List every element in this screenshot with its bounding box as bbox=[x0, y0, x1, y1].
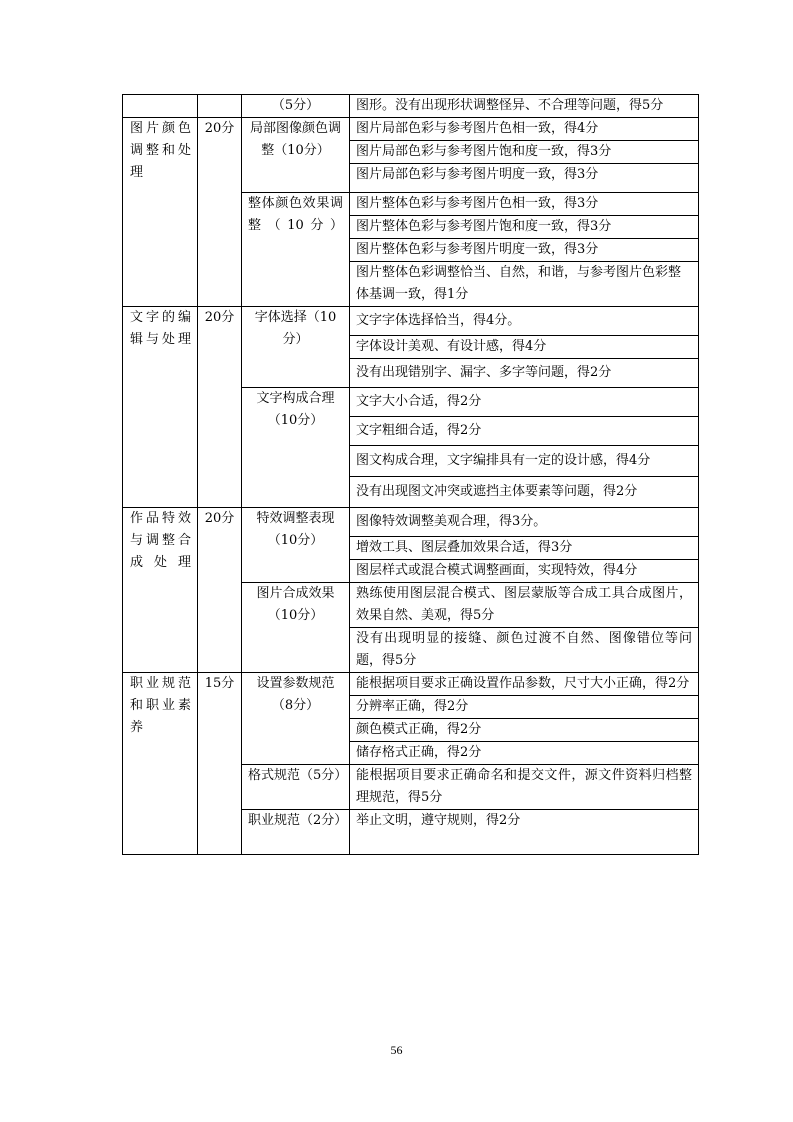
criterion-cell: 颜色模式正确，得2分 bbox=[350, 719, 699, 742]
sub-item-label: 图片合成效果（10分） bbox=[256, 586, 335, 623]
sub-item-label: 职业规范（2分） bbox=[248, 813, 348, 828]
table-row bbox=[123, 508, 699, 537]
criterion-cell: 字体设计美观、有设计感，得4分 bbox=[350, 336, 699, 359]
score-cell: 20分 bbox=[198, 307, 242, 508]
sub-item-label: 设置参数规范（8分） bbox=[256, 676, 335, 713]
sub-item-label: 特效调整表现（10分） bbox=[256, 511, 335, 548]
sub-item-cell bbox=[242, 118, 350, 193]
sub-item-cell bbox=[242, 193, 350, 307]
criterion-cell: 图文构成合理，文字编排具有一定的设计感，得4分 bbox=[350, 446, 699, 477]
sub-item-cell bbox=[242, 388, 350, 508]
sub-item-label: 字体选择（10分） bbox=[254, 310, 337, 347]
sub-item-cell bbox=[242, 307, 350, 388]
criterion-cell: 图片局部色彩与参考图片明度一致，得3分 bbox=[350, 164, 699, 193]
criterion-cell: 文字粗细合适，得2分 bbox=[350, 417, 699, 446]
criterion-cell: 增效工具、图层叠加效果合适，得3分 bbox=[350, 537, 699, 560]
criterion-cell: 图像特效调整美观合理，得3分。 bbox=[350, 508, 699, 537]
sub-item-label: 文字构成合理（10分） bbox=[256, 391, 335, 428]
category-cell: 作品特效与调整合成处理 bbox=[123, 508, 198, 673]
criterion-cell: 图片局部色彩与参考图片饱和度一致，得3分 bbox=[350, 141, 699, 164]
scoring-rubric-table bbox=[122, 94, 699, 855]
score-cell: 20分 bbox=[198, 118, 242, 307]
category-cell: 图片颜色调整和处理 bbox=[123, 118, 198, 307]
score-cell: 15分 bbox=[198, 673, 242, 855]
criterion-cell: 图片局部色彩与参考图片色相一致，得4分 bbox=[350, 118, 699, 141]
criterion-cell: 没有出现图文冲突或遮挡主体要素等问题，得2分 bbox=[350, 477, 699, 508]
criterion-cell: 图片整体色彩与参考图片色相一致，得3分 bbox=[350, 193, 699, 216]
table-row bbox=[123, 307, 699, 336]
sub-item-cell bbox=[242, 673, 350, 765]
sub-item-label: 整体颜色效果调整（10分） bbox=[248, 196, 343, 233]
criterion-cell: 图片整体色彩与参考图片饱和度一致，得3分 bbox=[350, 216, 699, 239]
criterion-cell: 没有出现错别字、漏字、多字等问题，得2分 bbox=[350, 359, 699, 388]
category-cell: 文字的编辑与处理 bbox=[123, 307, 198, 508]
criterion-cell: 图层样式或混合模式调整画面，实现特效，得4分 bbox=[350, 560, 699, 583]
category-cell: 职业规范和职业素养 bbox=[123, 673, 198, 855]
sub-item-cell bbox=[242, 765, 350, 810]
criterion-cell: 分辨率正确，得2分 bbox=[350, 696, 699, 719]
criterion-cell: 能根据项目要求正确命名和提交文件，源文件资料归档整理规范，得5分 bbox=[350, 765, 699, 810]
criterion-cell: 熟练使用图层混合模式、图层蒙版等合成工具合成图片，效果自然、美观，得5分 bbox=[350, 583, 699, 628]
category-cell bbox=[123, 95, 198, 118]
criterion-cell: 文字字体选择恰当，得4分。 bbox=[350, 307, 699, 336]
score-cell: 20分 bbox=[198, 508, 242, 673]
table-row bbox=[123, 95, 699, 118]
sub-item-label: 格式规范（5分） bbox=[248, 768, 348, 783]
sub-item-label: 局部图像颜色调整（10分） bbox=[249, 121, 341, 158]
criterion-cell: 举止文明，遵守规则，得2分 bbox=[350, 810, 699, 855]
sub-item-cell bbox=[242, 508, 350, 583]
criterion-cell: 图形。没有出现形状调整怪异、不合理等问题，得5分 bbox=[350, 95, 699, 118]
table-row bbox=[123, 673, 699, 696]
page-number: 56 bbox=[390, 1043, 403, 1057]
criterion-cell: 文字大小合适，得2分 bbox=[350, 388, 699, 417]
criterion-cell: 图片整体色彩调整恰当、自然，和谐，与参考图片色彩整体基调一致，得1分 bbox=[350, 262, 699, 307]
table-row bbox=[123, 118, 699, 141]
sub-item-cell: （5分） bbox=[242, 95, 350, 118]
sub-item-cell bbox=[242, 810, 350, 855]
criterion-cell: 图片整体色彩与参考图片明度一致，得3分 bbox=[350, 239, 699, 262]
criterion-cell: 没有出现明显的接缝、颜色过渡不自然、图像错位等问题，得5分 bbox=[350, 628, 699, 673]
sub-item-cell bbox=[242, 583, 350, 673]
score-cell bbox=[198, 95, 242, 118]
criterion-cell: 储存格式正确，得2分 bbox=[350, 742, 699, 765]
criterion-cell: 能根据项目要求正确设置作品参数，尺寸大小正确，得2分 bbox=[350, 673, 699, 696]
